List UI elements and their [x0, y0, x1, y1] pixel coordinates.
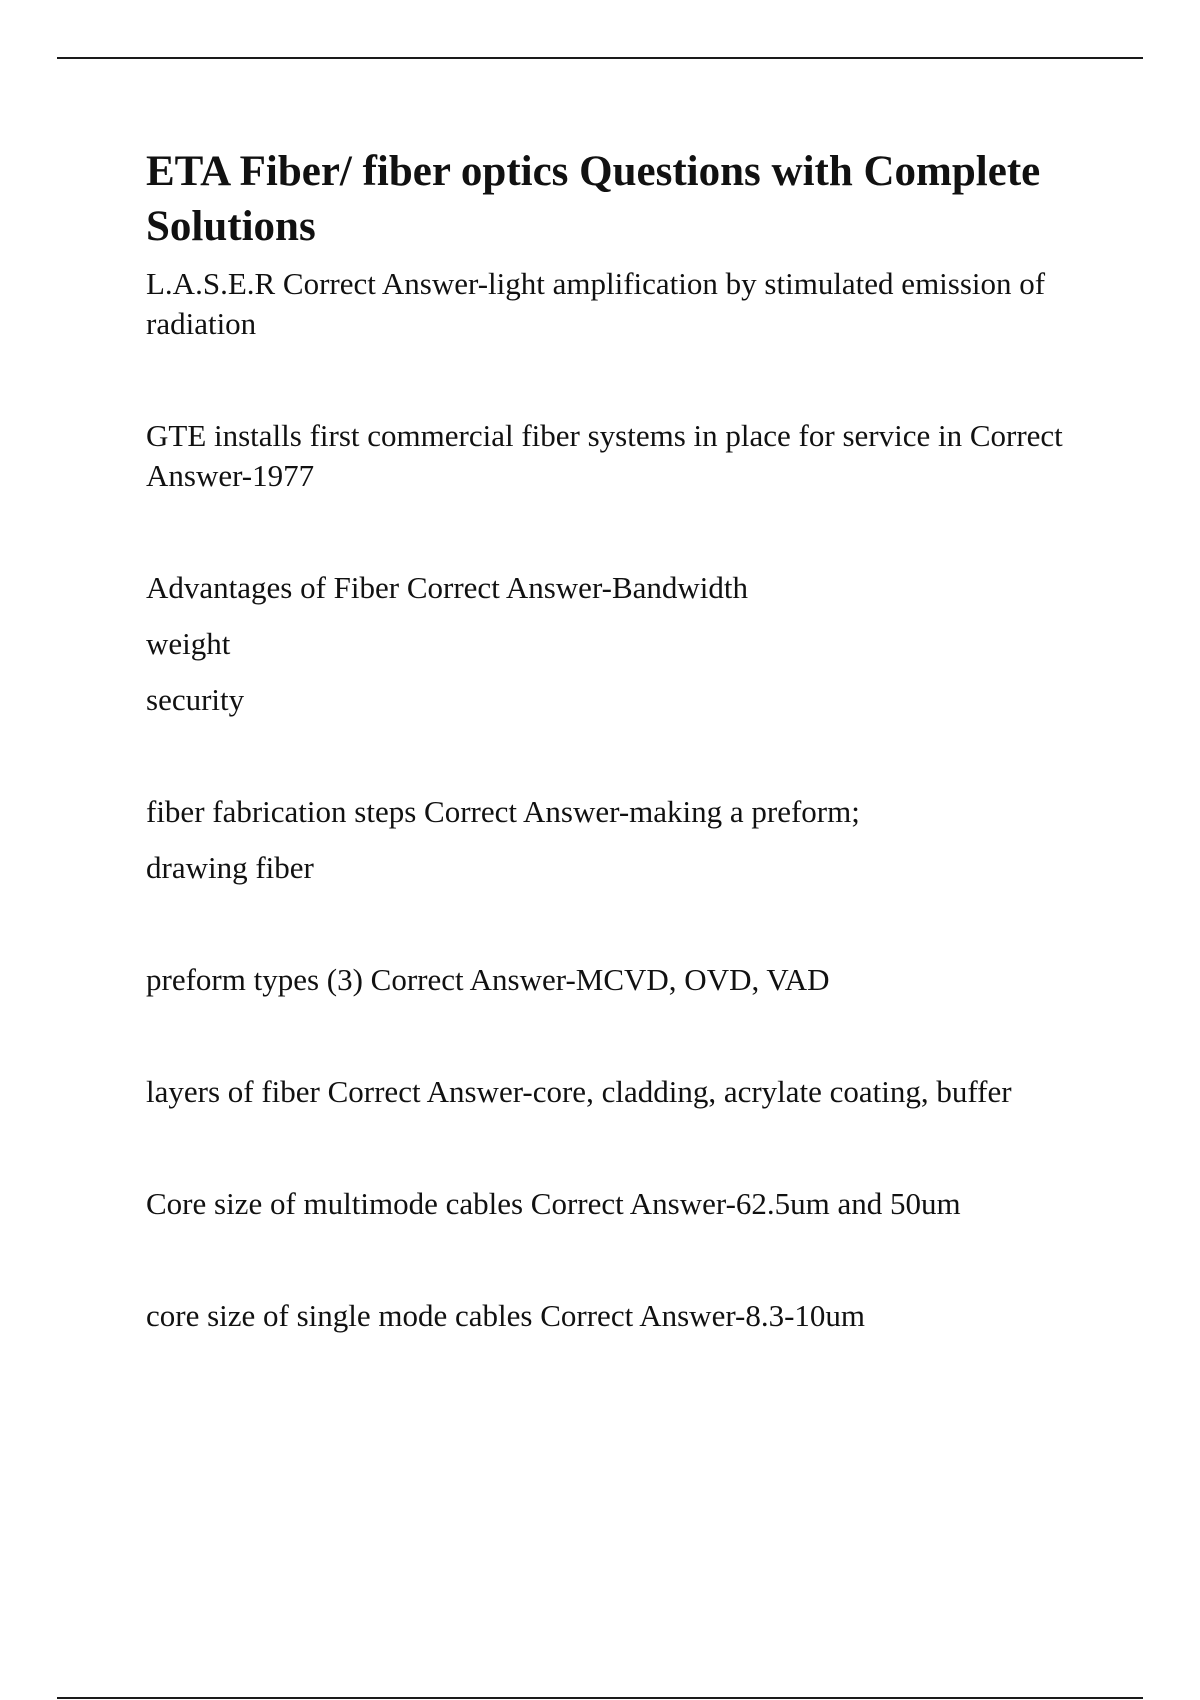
qa-line: L.A.S.E.R Correct Answer-light amplification by stimulated emission of radiation — [146, 266, 1046, 341]
qa-line: preform types (3) Correct Answer-MCVD, OVD, VAD — [146, 962, 830, 997]
top-rule — [57, 57, 1143, 59]
qa-line: Core size of multimode cables Correct Answer-62.5um and 50um — [146, 1186, 961, 1221]
qa-line: drawing fiber — [146, 850, 314, 885]
qa-item — [146, 568, 1106, 720]
qa-line: Advantages of Fiber Correct Answer-Bandwidth — [146, 570, 749, 605]
qa-item — [146, 416, 1106, 496]
qa-line: weight — [146, 626, 231, 661]
document-title: ETA Fiber/ fiber optics Questions with Complete Solutions — [146, 148, 1041, 250]
qa-line: GTE installs first commercial fiber systems in place for service in Correct Answer-1977 — [146, 418, 1063, 493]
qa-item — [146, 792, 1106, 888]
qa-line: core size of single mode cables Correct Answer-8.3-10um — [146, 1298, 866, 1333]
qa-item — [146, 1296, 1106, 1336]
qa-line: security — [146, 682, 245, 717]
qa-line: layers of fiber Correct Answer-core, cladding, acrylate coating, buffer — [146, 1074, 1012, 1109]
document-body — [146, 144, 1106, 1336]
qa-item — [146, 1072, 1106, 1112]
bottom-rule — [57, 1697, 1143, 1699]
qa-line: fiber fabrication steps Correct Answer-making a preform; — [146, 794, 860, 829]
qa-item — [146, 960, 1106, 1000]
qa-item — [146, 1184, 1106, 1224]
qa-item — [146, 264, 1106, 344]
